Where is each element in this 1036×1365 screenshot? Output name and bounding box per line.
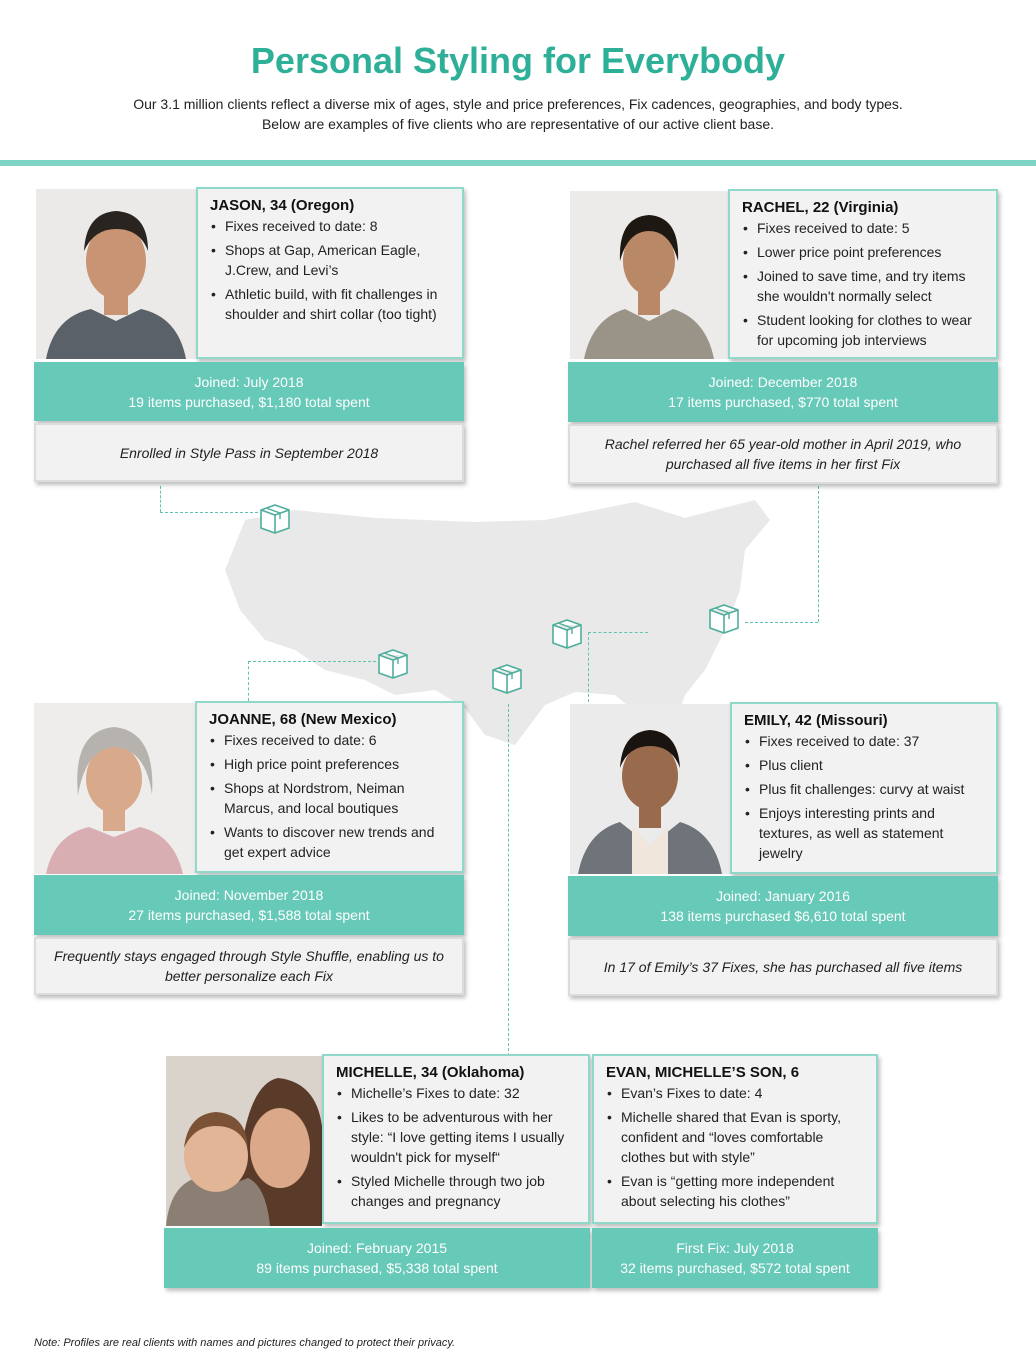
connector-rachel-h	[745, 622, 818, 623]
portrait-woman-icon	[570, 191, 728, 359]
evan-stats	[592, 1228, 878, 1288]
rachel-joined: Joined: December 2018	[708, 374, 858, 390]
portrait-mother-son-icon	[166, 1056, 322, 1226]
joanne-info	[195, 701, 464, 873]
connector-jason-h	[160, 512, 258, 513]
rachel-stats	[568, 362, 998, 422]
jason-bullet: • Shops at Gap, American Eagle, J.Crew, and Levi’s	[210, 240, 452, 280]
connector-emily-h	[588, 632, 648, 633]
jason-bullet: • Athletic build, with fit challenges in shoulder and shirt collar (too tight)	[210, 284, 452, 324]
michelle-purchased: 89 items purchased, $5,338 total spent	[256, 1260, 498, 1276]
joanne-bullet: • Wants to discover new trends and get expert advice	[209, 822, 452, 862]
emily-joined: Joined: January 2016	[716, 888, 850, 904]
michelle-stats	[164, 1228, 590, 1288]
jason-purchased: 19 items purchased, $1,180 total spent	[128, 393, 370, 410]
connector-michelle	[508, 704, 509, 1056]
evan-heading: EVAN, MICHELLE’S SON, 6	[606, 1064, 800, 1081]
joanne-joined: Joined: November 2018	[174, 887, 324, 903]
emily-bullet: • Plus client	[744, 755, 986, 775]
connector-rachel	[818, 486, 819, 622]
evan-purchased: 32 items purchased, $572 total spent	[620, 1260, 850, 1276]
page-subtitle	[60, 94, 976, 134]
emily-bullet: • Fixes received to date: 37	[744, 731, 986, 751]
rachel-info	[728, 189, 998, 359]
connector-joanne	[248, 661, 249, 701]
michelle-info	[322, 1054, 590, 1224]
rachel-note: Rachel referred her 65 year-old mother in April 2019, who purchased all five items in her first Fix	[568, 424, 998, 484]
emily-stats	[568, 876, 998, 936]
michelle-heading: MICHELLE, 34 (Oklahoma)	[336, 1064, 525, 1081]
evan-info	[592, 1054, 878, 1224]
emily-heading: EMILY, 42 (Missouri)	[744, 712, 888, 729]
jason-photo	[36, 189, 196, 359]
michelle-bullet: • Michelle’s Fixes to date: 32	[336, 1083, 578, 1103]
jason-stats	[34, 362, 464, 421]
emily-note: In 17 of Emily’s 37 Fixes, she has purchased all five items	[568, 938, 998, 996]
jason-info	[196, 187, 464, 359]
joanne-stats	[34, 875, 464, 935]
rachel-bullet: • Joined to save time, and try items she wouldn't normally select	[742, 266, 986, 306]
emily-info	[730, 702, 998, 874]
evan-joined: First Fix: July 2018	[676, 1240, 794, 1256]
rachel-photo	[570, 191, 728, 359]
michelle-bullet: • Likes to be adventurous with her style: “I love getting items I usually wouldn't pick for myself“	[336, 1107, 578, 1167]
box-icon	[707, 600, 741, 634]
box-icon	[550, 615, 584, 649]
joanne-purchased: 27 items purchased, $1,588 total spent	[128, 907, 370, 923]
box-icon	[376, 645, 410, 679]
footnote: Note: Profiles are real clients with names and pictures changed to protect their privacy.	[34, 1337, 456, 1349]
header-divider	[0, 160, 1036, 166]
rachel-bullet: • Student looking for clothes to wear for upcoming job interviews	[742, 310, 986, 350]
evan-bullet: • Evan is “getting more independent about selecting his clothes”	[606, 1171, 866, 1211]
jason-heading: JASON, 34 (Oregon)	[210, 197, 355, 214]
joanne-bullet: • High price point preferences	[209, 754, 452, 774]
rachel-bullet: • Fixes received to date: 5	[742, 218, 986, 238]
emily-bullet: • Plus fit challenges: curvy at waist	[744, 779, 986, 799]
connector-emily	[588, 632, 589, 702]
jason-joined: Joined: July 2018	[194, 373, 304, 390]
michelle-bullet: • Styled Michelle through two job changes and pregnancy	[336, 1171, 578, 1211]
portrait-man-icon	[36, 189, 196, 359]
connector-joanne-h	[248, 661, 376, 662]
joanne-bullet: • Fixes received to date: 6	[209, 730, 452, 750]
page-title: Personal Styling for Everybody	[250, 40, 786, 81]
portrait-woman-icon	[34, 703, 195, 874]
joanne-note: Frequently stays engaged through Style Shuffle, enabling us to better personalize each Fix	[34, 937, 464, 995]
evan-bullet: • Michelle shared that Evan is sporty, confident and “loves comfortable clothes but with style”	[606, 1107, 866, 1167]
emily-photo	[570, 704, 730, 874]
rachel-purchased: 17 items purchased, $770 total spent	[668, 394, 898, 410]
evan-bullet: • Evan’s Fixes to date: 4	[606, 1083, 866, 1103]
rachel-bullet: • Lower price point preferences	[742, 242, 986, 262]
joanne-bullet: • Shops at Nordstrom, Neiman Marcus, and local boutiques	[209, 778, 452, 818]
emily-bullet: • Enjoys interesting prints and textures, as well as statement jewelry	[744, 803, 986, 863]
box-icon	[490, 660, 524, 694]
portrait-woman-icon	[570, 704, 730, 874]
michelle-joined: Joined: February 2015	[306, 1240, 448, 1256]
michelle-photo	[166, 1056, 322, 1226]
jason-bullet: • Fixes received to date: 8	[210, 216, 452, 236]
connector-jason	[160, 486, 161, 512]
joanne-heading: JOANNE, 68 (New Mexico)	[209, 711, 397, 728]
subtitle-line-2: Below are examples of five clients who are representative of our active client base.	[261, 116, 775, 132]
joanne-photo	[34, 703, 195, 874]
rachel-heading: RACHEL, 22 (Virginia)	[742, 199, 899, 216]
subtitle-line-1: Our 3.1 million clients reflect a diverse mix of ages, style and price preferences, Fix cadences, geographies, and body types.	[133, 96, 903, 112]
box-icon	[258, 500, 292, 534]
jason-note: Enrolled in Style Pass in September 2018	[34, 423, 464, 482]
emily-purchased: 138 items purchased $6,610 total spent	[660, 908, 906, 924]
